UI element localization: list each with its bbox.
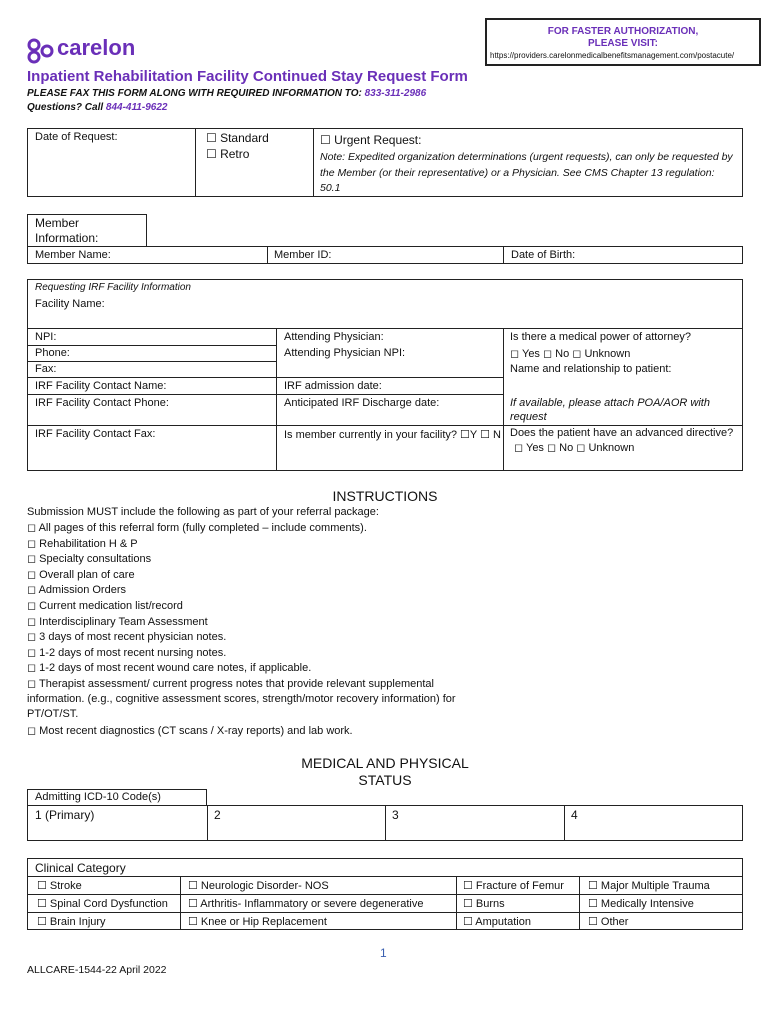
- logo-text: carelon: [57, 35, 136, 60]
- questions-label: Questions? Call: [27, 102, 104, 113]
- clinical-option[interactable]: ☐ Knee or Hip Replacement: [188, 916, 327, 928]
- member-heading-line1: Member: [35, 216, 80, 230]
- discharge-date-label: Anticipated IRF Discharge date:: [284, 397, 440, 409]
- member-heading-line2: Information:: [35, 231, 99, 245]
- faster-authorization-box: [485, 18, 761, 66]
- facility-box: [27, 279, 743, 471]
- questions-line: [27, 102, 167, 113]
- member-name-label: Member Name:: [35, 249, 111, 261]
- instruction-item: ◻ Current medication list/record: [27, 599, 183, 612]
- clinical-option[interactable]: ☐ Arthritis- Inflammatory or severe degenerative: [188, 898, 424, 910]
- clinical-option[interactable]: ☐ Brain Injury: [37, 916, 106, 928]
- retro-checkbox[interactable]: ☐ Retro: [206, 147, 250, 161]
- phone-number: 844-411-9622: [105, 102, 168, 113]
- fax-field-label: Fax:: [35, 363, 57, 375]
- instruction-item: PT/OT/ST.: [27, 708, 79, 721]
- auth-url[interactable]: https://providers.carelonmedicalbenefitsmanagement.com/postacute/: [490, 51, 735, 60]
- date-of-birth-label: Date of Birth:: [511, 249, 576, 261]
- npi-label: NPI:: [35, 331, 57, 343]
- clinical-option[interactable]: ☐ Other: [588, 916, 629, 928]
- clinical-option[interactable]: ☐ Amputation: [463, 916, 531, 928]
- date-of-request-label: Date of Request:: [35, 131, 118, 143]
- poa-options[interactable]: ◻ Yes ◻ No ◻ Unknown: [510, 348, 631, 360]
- poa-question: Is there a medical power of attorney?: [510, 331, 691, 343]
- fax-number: 833-311-2986: [364, 88, 427, 99]
- instruction-item: ◻ 1-2 days of most recent wound care notes, if applicable.: [27, 662, 312, 675]
- clinical-option[interactable]: ☐ Neurologic Disorder- NOS: [188, 880, 329, 892]
- instructions-list: [27, 521, 747, 739]
- instruction-item: ◻ 1-2 days of most recent nursing notes.: [27, 646, 227, 659]
- medical-heading-line1: MEDICAL AND PHYSICAL: [301, 755, 469, 771]
- instruction-item: ◻ All pages of this referral form (fully completed – include comments).: [27, 522, 367, 534]
- urgent-note-line2: the Member (or their representative) or a Physician. See CMS Chapter 13 regulation:: [320, 167, 715, 179]
- form-title: Inpatient Rehabilitation Facility Continued Stay Request Form: [27, 68, 468, 85]
- clinical-option[interactable]: ☐ Fracture of Femur: [463, 880, 564, 892]
- urgent-checkbox[interactable]: ☐ Urgent Request:: [320, 133, 422, 147]
- facility-name-label: Facility Name:: [35, 298, 105, 310]
- phone-label: Phone:: [35, 347, 70, 359]
- carelon-logo-icon: [27, 38, 55, 64]
- standard-checkbox[interactable]: ☐ Standard: [206, 131, 269, 145]
- icd-label: Admitting ICD-10 Code(s): [35, 791, 161, 803]
- attending-physician-label: Attending Physician:: [284, 331, 384, 343]
- member-id-label: Member ID:: [274, 249, 332, 261]
- instruction-item: ◻ Overall plan of care: [27, 568, 135, 581]
- clinical-option[interactable]: ☐ Major Multiple Trauma: [588, 880, 710, 892]
- directive-options[interactable]: ◻ Yes ◻ No ◻ Unknown: [514, 442, 635, 454]
- poa-attach-line1: If available, please attach POA/AOR with: [510, 397, 710, 409]
- instruction-item: ◻ Most recent diagnostics (CT scans / X-ray reports) and lab work.: [27, 724, 353, 737]
- icd-cell-4[interactable]: 4: [571, 808, 578, 822]
- contact-phone-label: IRF Facility Contact Phone:: [35, 397, 169, 409]
- instructions-heading: INSTRUCTIONS: [332, 488, 438, 504]
- instruction-item: ◻ Admission Orders: [27, 584, 126, 597]
- member-row: [27, 246, 743, 264]
- contact-fax-label: IRF Facility Contact Fax:: [35, 428, 156, 440]
- instruction-item: information. (e.g., cognitive assessment scores, strength/motor recovery information) for: [27, 692, 456, 705]
- icd-cell-3[interactable]: 3: [392, 808, 399, 822]
- instruction-item: ◻ Interdisciplinary Team Assessment: [27, 615, 208, 628]
- attending-npi-label: Attending Physician NPI:: [284, 347, 406, 359]
- auth-line2: PLEASE VISIT:: [587, 38, 658, 49]
- instruction-item: ◻ 3 days of most recent physician notes.: [27, 631, 227, 644]
- fax-instruction: [27, 88, 426, 99]
- clinical-option[interactable]: ☐ Burns: [463, 898, 505, 910]
- clinical-option[interactable]: ☐ Medically Intensive: [588, 898, 694, 910]
- instruction-item: ◻ Specialty consultations: [27, 553, 152, 566]
- icd-cell-2[interactable]: 2: [214, 808, 221, 822]
- instruction-item: ◻ Therapist assessment/ current progress notes that provide relevant supplemental: [27, 677, 434, 690]
- urgent-note-line3: 50.1: [320, 182, 341, 194]
- medical-heading-line2: STATUS: [358, 772, 412, 788]
- contact-name-label: IRF Facility Contact Name:: [35, 380, 167, 392]
- icd-cell-1[interactable]: 1 (Primary): [35, 808, 95, 822]
- clinical-option[interactable]: ☐ Stroke: [37, 880, 82, 892]
- clinical-category-label: Clinical Category: [35, 861, 126, 875]
- form-code: ALLCARE-1544-22 April 2022: [27, 964, 167, 976]
- admission-date-label: IRF admission date:: [284, 380, 382, 392]
- relationship-label: Name and relationship to patient:: [510, 363, 672, 375]
- urgent-note-line1: Note: Expedited organization determinations (urgent requests), can only be requested by: [320, 151, 733, 163]
- fax-label: PLEASE FAX THIS FORM ALONG WITH REQUIRED INFORMATION TO:: [27, 88, 362, 99]
- instructions-intro: Submission MUST include the following as part of your referral package:: [27, 506, 379, 518]
- poa-attach-line2: request: [510, 411, 547, 423]
- auth-line1: FOR FASTER AUTHORIZATION,: [547, 26, 699, 37]
- clinical-option[interactable]: ☐ Spinal Cord Dysfunction: [37, 898, 168, 910]
- facility-section-label: Requesting IRF Facility Information: [35, 282, 191, 293]
- currently-in-facility-label[interactable]: Is member currently in your facility? ☐Y ☐ N: [284, 429, 501, 441]
- page-number: 1: [380, 946, 387, 960]
- directive-question: Does the patient have an advanced directive?: [510, 427, 734, 439]
- instruction-item: ◻ Rehabilitation H & P: [27, 537, 138, 550]
